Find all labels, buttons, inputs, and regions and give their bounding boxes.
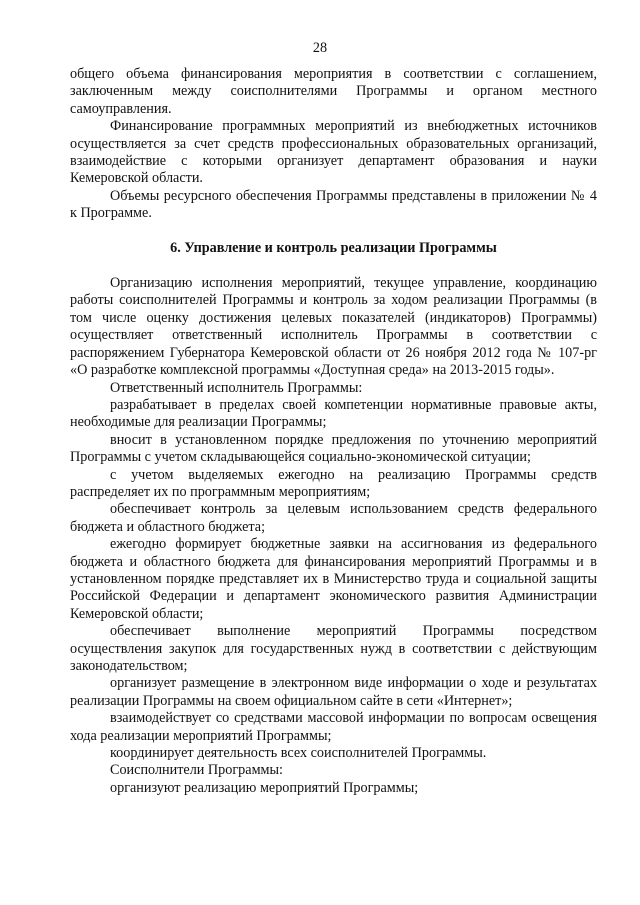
paragraph: Соисполнители Программы: — [110, 762, 284, 779]
paragraph: обеспечивает выполнение мероприятий Программы посредством осуществления закупок для государственных нужд в соответствии с действующим законодательством; — [70, 623, 597, 674]
page-number: 28 — [312, 40, 328, 56]
paragraph: разрабатывает в пределах своей компетенции нормативные правовые акты, необходимые для реализации Программы; — [70, 396, 597, 431]
paragraph: с учетом выделяемых ежегодно на реализацию Программы средств распределяет их по программным мероприятиям; — [70, 466, 597, 500]
paragraph: Объемы ресурсного обеспечения Программы представлены в приложении № 4 к Программе. — [70, 187, 597, 222]
paragraph: координирует деятельность всех соисполнителей Программы. — [110, 745, 487, 762]
paragraph: Ответственный исполнитель Программы: — [110, 379, 363, 396]
paragraph: вносит в установленном порядке предложения по уточнению мероприятий Программы с учетом складывающейся социально-экономической ситуации; — [70, 431, 597, 466]
paragraph: Организацию исполнения мероприятий, текущее управление, координацию работы соисполнителей Программы и контроль за ходом реализации Программы (в том числе оценку достижения целевых показателей (индикаторов) Программы) осуществляет ответственный исполнитель Программы в соответствии с распоряжением Губернатора Кемеровской области от 26 ноября 2012 года № 107-рг «О разработке комплексной программы «Доступная среда» на 2013-2015 годы». — [70, 275, 597, 379]
document-body — [70, 66, 597, 797]
paragraph: общего объема финансирования мероприятия в соответствии с соглашением, заключенным между соисполнителями Программы и органом местного самоуправления. — [70, 66, 597, 117]
paragraph: Финансирование программных мероприятий из внебюджетных источников осуществляется за счет средств профессиональных образовательных организаций, взаимодействие с которыми организует департамент образования и науки Кемеровской области. — [70, 118, 597, 187]
paragraph: ежегодно формирует бюджетные заявки на ассигнования из федерального бюджета и областного бюджета для финансирования мероприятий Программы и в установленном порядке представляет их в Министерство труда и социальной защиты Российской Федерации и департамент экономического развития Администрации Кемеровской области; — [70, 536, 597, 622]
paragraph: взаимодействует со средствами массовой информации по вопросам освещения хода реализации мероприятий Программы; — [70, 710, 597, 744]
paragraph: организует размещение в электронном виде информации о ходе и результатах реализации Программы на своем официальном сайте в сети «Интернет»; — [70, 675, 597, 709]
paragraph: обеспечивает контроль за целевым использованием средств федерального бюджета и областного бюджета; — [70, 501, 597, 535]
section-heading: 6. Управление и контроль реализации Программы — [170, 239, 497, 256]
paragraph: организуют реализацию мероприятий Программы; — [110, 779, 419, 796]
